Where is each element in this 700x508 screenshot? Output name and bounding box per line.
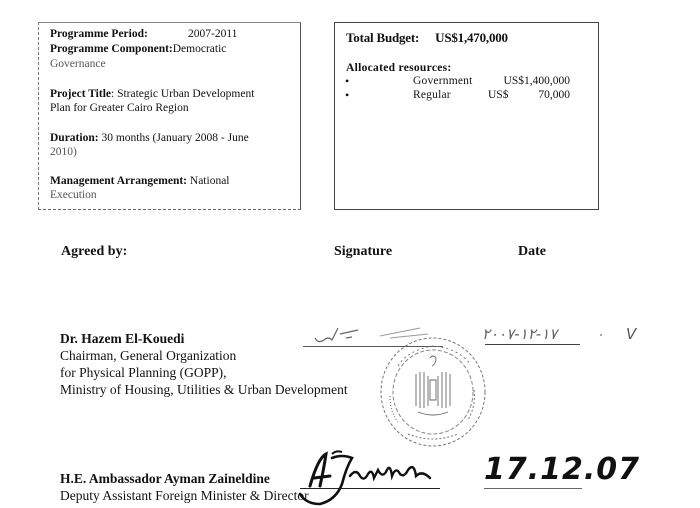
agreed-by-heading: Agreed by: — [61, 244, 128, 259]
resource-row — [345, 89, 585, 103]
resource-amount: US$1,400,000 — [503, 75, 570, 87]
date-heading: Date — [518, 244, 546, 259]
signatory-name: H.E. Ambassador Ayman Zaineldine — [60, 471, 270, 486]
official-stamp — [378, 336, 488, 448]
signatory-2-date: 17.12.07 — [484, 452, 641, 487]
signature-line-2 — [300, 488, 440, 489]
duration-label: Duration: — [50, 132, 99, 144]
signature-heading: Signature — [334, 244, 393, 259]
project-title-label: Project Title — [50, 88, 111, 100]
programme-period-label: Programme Period: — [50, 28, 148, 40]
resource-source: Regular — [413, 89, 451, 101]
total-budget-label: Total Budget: — [346, 30, 420, 45]
signatory-title-line: Ministry of Housing, Utilities & Urban Development — [60, 382, 348, 397]
programme-component-label: Programme Component: — [50, 43, 173, 55]
resource-source: Government — [413, 75, 473, 87]
signatory-name: Dr. Hazem El-Kouedi — [60, 331, 185, 346]
signatory-title-line: Deputy Assistant Foreign Minister & Director — [60, 488, 309, 503]
programme-period-value: 2007-2011 — [188, 28, 238, 40]
total-budget-value: US$1,470,000 — [435, 30, 508, 45]
signatory-1-date: ١٧-١٢-٢٠٠٧ — [482, 325, 558, 343]
total-budget-row — [346, 30, 508, 46]
management-value-cont: Execution — [50, 189, 97, 201]
resource-row — [345, 75, 585, 89]
bullet-icon: • — [345, 88, 350, 102]
project-title-row — [50, 87, 254, 101]
signature-2-scribble — [280, 448, 450, 508]
programme-component-value: Democratic — [172, 43, 227, 55]
date-line-1 — [485, 344, 580, 345]
signatory-2 — [60, 470, 309, 504]
duration-value: 30 months (January 2008 - June — [101, 132, 249, 144]
margin-dot — [600, 334, 602, 336]
programme-info-box — [38, 22, 301, 210]
duration-value-cont: 2010) — [50, 146, 77, 158]
project-title-value: : Strategic Urban Development — [111, 88, 255, 100]
management-label: Management Arrangement: — [50, 175, 188, 187]
eagle-emblem-icon — [416, 356, 450, 415]
resource-currency: US$ — [488, 89, 509, 101]
management-row — [50, 174, 230, 188]
programme-component-value-cont: Governance — [50, 58, 106, 70]
budget-box — [334, 22, 599, 210]
project-title-value-cont: Plan for Greater Cairo Region — [50, 102, 189, 114]
margin-check-mark: V — [626, 325, 637, 343]
resource-amount: 70,000 — [538, 89, 570, 101]
signatory-title-line: Chairman, General Organization — [60, 348, 237, 363]
management-value: National — [189, 175, 230, 187]
signatory-title-line: for Physical Planning (GOPP), — [60, 365, 227, 380]
bullet-icon: • — [345, 74, 350, 88]
allocated-resources-label: Allocated resources: — [346, 62, 452, 74]
duration-row — [50, 131, 249, 145]
programme-component-row — [50, 42, 226, 56]
programme-period-row — [50, 27, 238, 41]
date-line-2 — [484, 488, 582, 489]
